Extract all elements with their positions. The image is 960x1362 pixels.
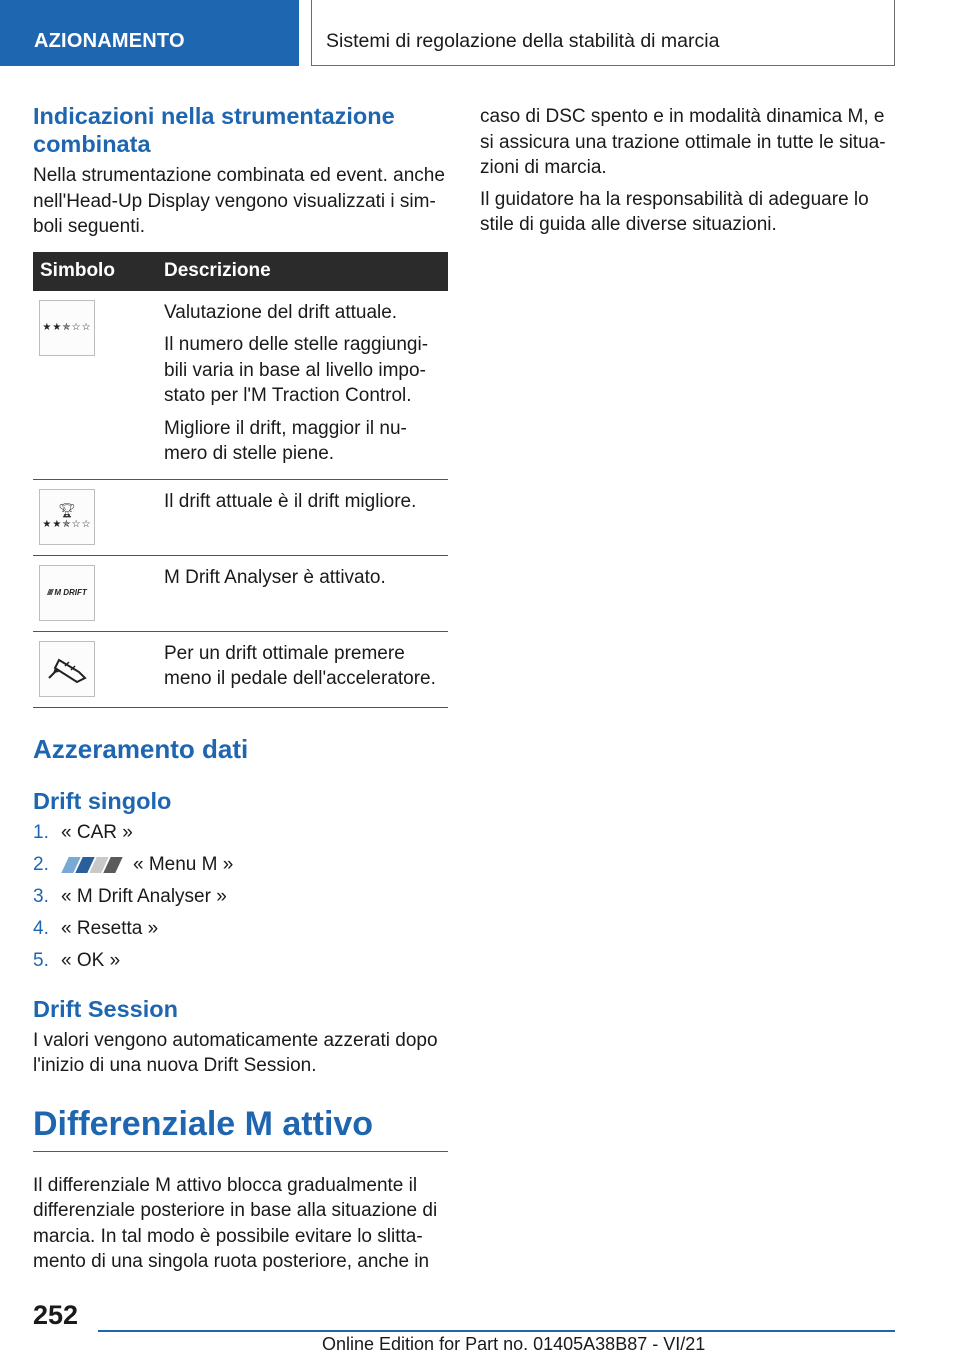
- table-row: [33, 291, 448, 480]
- trophy-stars-icon: 🏆︎ ★★✯☆☆: [39, 489, 95, 545]
- indicazioni-heading: Indicazioni nella strumentazione combinata: [33, 103, 395, 157]
- list-item: 5. « OK »: [33, 949, 121, 971]
- table-header-row: [33, 252, 448, 291]
- section-tab: [0, 0, 299, 66]
- footer-rule: [98, 1330, 895, 1332]
- reset-steps-list: [33, 817, 448, 977]
- drift-session-heading: Drift Session: [33, 995, 178, 1022]
- right-para-2: Il guidatore ha la responsabilità di adeguare lo stile di guida alle diverse situazioni.: [480, 188, 869, 235]
- left-column: [33, 102, 448, 1275]
- list-item: 2. « Menu M »: [33, 853, 234, 875]
- col-desc-header: Descrizione: [154, 252, 448, 291]
- right-column: [480, 104, 900, 238]
- azzeramento-heading: Azzeramento dati: [33, 733, 249, 764]
- row3-line1: M Drift Analyser è attivato.: [164, 566, 386, 588]
- m-drift-icon: //// M DRIFT: [39, 565, 95, 621]
- list-item: 4. « Resetta »: [33, 917, 159, 939]
- symbol-table: [33, 252, 448, 708]
- table-row: [33, 479, 448, 555]
- col-symbol-header: Simbolo: [33, 252, 154, 291]
- differenziale-heading: Differenziale M attivo: [33, 1104, 374, 1143]
- accelerator-pedal-icon: [39, 641, 95, 697]
- row1-line2: Il numero delle stelle raggiungibili varia in base al livello impostato per l'M Traction Control.: [164, 334, 429, 406]
- table-row: [33, 555, 448, 631]
- list-item: 3. « M Drift Analyser »: [33, 885, 227, 907]
- differenziale-text: Il differenziale M attivo blocca gradualmente il differenziale posteriore in base alla situazione di marcia. In tal modo è possibile evitare lo slittamento di una singola ruota posteriore, anche in: [33, 1174, 438, 1272]
- page-number: 252: [33, 1300, 79, 1330]
- m-drift-icon-text: M DRIFT: [54, 587, 87, 597]
- table-row: [33, 631, 448, 707]
- heading-rule: [33, 1151, 448, 1152]
- right-para-1: caso di DSC spento e in modalità dinamica M, e si assicura una trazione ottimale in tutte le situazioni di marcia.: [480, 106, 886, 178]
- indicazioni-text: Nella strumentazione combinata ed event. anche nell'Head-Up Display vengono visualizzati i simboli seguenti.: [33, 165, 445, 237]
- edition-text: Online Edition for Part no. 01405A38B87 - VI/21: [322, 1334, 706, 1354]
- drift-singolo-heading: Drift singolo: [33, 787, 172, 814]
- drift-session-text: I valori vengono automaticamente azzerati dopo l'inizio di una nuova Drift Session.: [33, 1029, 438, 1076]
- row1-line1: Valutazione del drift attuale.: [164, 301, 398, 323]
- row4-line1: Per un drift ottimale premere meno il pedale dell'acceleratore.: [164, 642, 436, 689]
- drift-rating-stars-icon: ★★✯☆☆: [39, 300, 95, 356]
- row1-line3: Migliore il drift, maggior il numero di stelle piene.: [164, 417, 407, 464]
- m-stripes-icon: [65, 857, 119, 873]
- chapter-header: [311, 0, 895, 66]
- list-item: 1. « CAR »: [33, 821, 133, 843]
- chapter-title: Sistemi di regolazione della stabilità di marcia: [326, 30, 720, 52]
- row2-line1: Il drift attuale è il drift migliore.: [164, 490, 417, 512]
- section-title: AZIONAMENTO: [34, 30, 185, 52]
